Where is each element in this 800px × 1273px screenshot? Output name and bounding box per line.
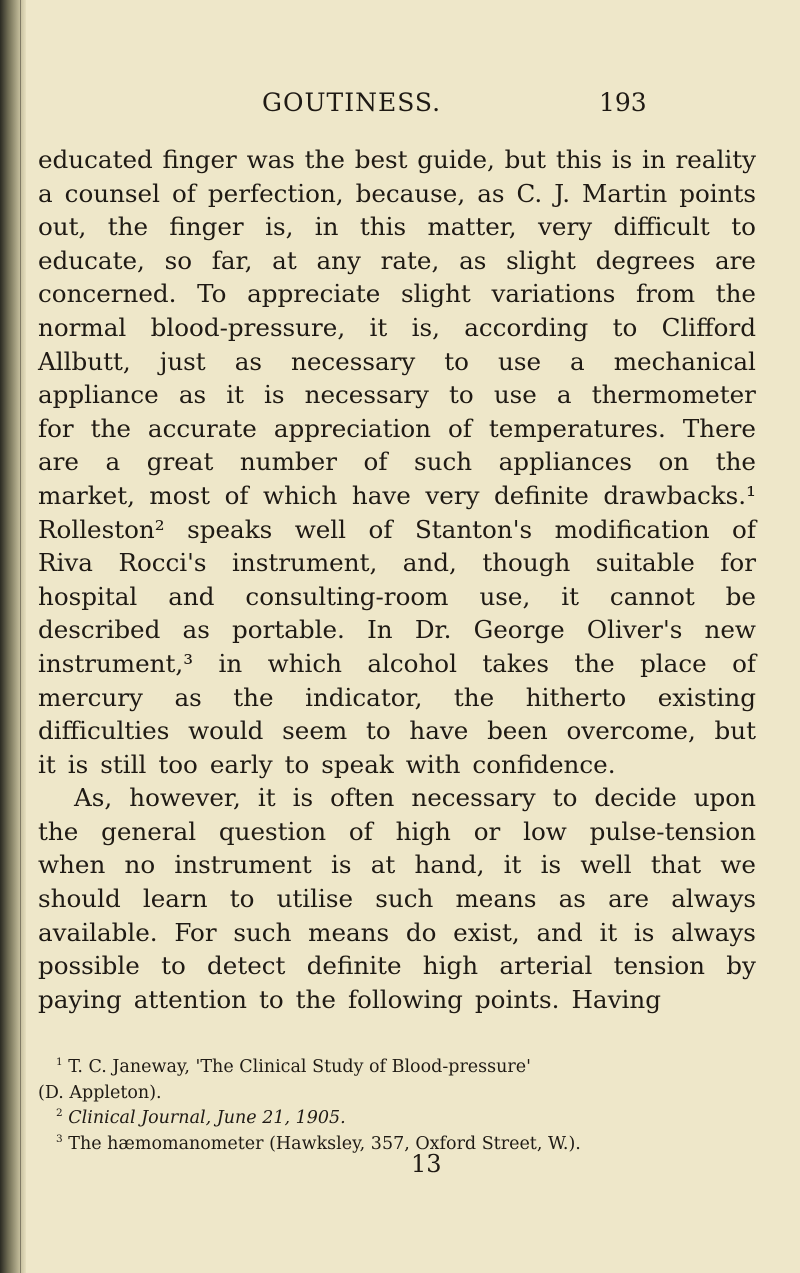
word: that	[650, 850, 702, 880]
word: the	[574, 648, 615, 678]
text-line	[38, 613, 756, 647]
word: Rocci's	[118, 548, 207, 578]
word: tension	[613, 951, 706, 981]
word: the	[715, 447, 756, 477]
word: definite	[494, 480, 589, 510]
word: though	[482, 548, 571, 578]
text-line	[38, 244, 756, 278]
word: indicator,	[305, 682, 423, 712]
word: at	[272, 245, 297, 275]
word: instrument,³	[38, 648, 194, 678]
text-line	[38, 143, 756, 177]
word: following	[347, 984, 463, 1014]
word: still	[100, 749, 147, 779]
word: pulse-tension	[589, 816, 756, 846]
word: and	[536, 917, 583, 947]
word: is	[292, 783, 314, 813]
word: it	[226, 380, 244, 410]
word: with	[405, 749, 461, 779]
word: mercury	[38, 682, 143, 712]
word: difficulties	[38, 716, 170, 746]
word: market,	[38, 480, 135, 510]
word: always	[671, 884, 756, 914]
word: detect	[207, 951, 286, 981]
word: slight	[506, 245, 576, 275]
footnote-text: Clinical Journal, June 21, 1905.	[68, 1108, 346, 1128]
word: for	[720, 548, 756, 578]
word: described	[38, 615, 161, 645]
word: appliance	[38, 380, 159, 410]
text-line	[38, 815, 756, 849]
text-line	[38, 647, 756, 681]
word: As,	[74, 783, 113, 813]
word: use,	[479, 581, 531, 611]
word: this	[359, 212, 407, 242]
word: is	[540, 850, 562, 880]
word: out,	[38, 212, 87, 242]
word: any	[316, 245, 361, 275]
text-line	[38, 916, 756, 950]
word: the	[90, 413, 131, 443]
word: are	[38, 447, 79, 477]
word: do	[405, 917, 437, 947]
word: general	[101, 816, 197, 846]
text-line	[38, 479, 756, 513]
word: takes	[482, 648, 549, 678]
footnote-2	[38, 1106, 756, 1132]
word: suitable	[595, 548, 695, 578]
word: the	[453, 682, 495, 712]
word: such	[233, 917, 292, 947]
word: a	[105, 447, 121, 477]
word: educate,	[38, 245, 145, 275]
word: blood-pressure,	[150, 312, 346, 342]
word: slight	[401, 279, 471, 309]
word: well	[580, 850, 632, 880]
word: hitherto	[525, 682, 627, 712]
body-text	[38, 143, 756, 1016]
word: consulting-room	[245, 581, 449, 611]
word: to	[449, 380, 474, 410]
footnotes	[38, 1055, 756, 1157]
footnote-1	[38, 1055, 756, 1081]
word: temperatures.	[488, 413, 666, 443]
word: a	[556, 380, 572, 410]
word: necessary	[304, 380, 429, 410]
text-line	[38, 748, 756, 782]
word: no	[124, 850, 156, 880]
word: appliances	[498, 447, 632, 477]
word: Oliver's	[586, 615, 683, 645]
word: confidence.	[472, 749, 616, 779]
word: Clifford	[661, 312, 756, 342]
word: reality	[675, 145, 756, 174]
text-line	[38, 681, 756, 715]
word: is	[67, 749, 89, 779]
word: use	[498, 346, 542, 376]
word: to	[229, 884, 255, 914]
word: from	[636, 279, 696, 309]
word: have	[409, 716, 469, 746]
word: the	[715, 279, 756, 309]
word: best	[354, 145, 408, 174]
word: as	[182, 615, 210, 645]
word: to	[258, 984, 284, 1014]
word: in	[218, 648, 243, 678]
word: is	[264, 380, 285, 410]
word: the	[295, 984, 336, 1014]
footnote-mark: 3	[56, 1132, 63, 1145]
word: variations	[491, 279, 616, 309]
text-line	[38, 378, 756, 412]
word: is	[611, 145, 633, 174]
word: accurate	[147, 413, 257, 443]
word: such	[375, 884, 434, 914]
word: place	[640, 648, 707, 678]
text-line	[38, 546, 756, 580]
word: Martin	[582, 178, 668, 208]
word: most	[149, 480, 211, 510]
word: definite	[306, 951, 402, 981]
word: to	[161, 951, 186, 981]
word: paying	[38, 984, 122, 1014]
binding-gutter	[0, 0, 26, 1273]
word: hand,	[414, 850, 485, 880]
word: however,	[129, 783, 241, 813]
word: as	[558, 884, 586, 914]
word: concerned.	[38, 279, 177, 309]
word: modification	[554, 514, 710, 544]
word: the	[38, 816, 79, 846]
word: guide,	[417, 145, 495, 174]
text-line	[38, 412, 756, 446]
word: the	[107, 212, 149, 242]
page-number: 193	[599, 88, 647, 117]
word: high	[422, 951, 479, 981]
word: because,	[355, 178, 466, 208]
word: and	[168, 581, 215, 611]
word: is,	[265, 212, 294, 242]
word: seem	[282, 716, 348, 746]
word: was	[246, 145, 295, 174]
word: at	[370, 850, 396, 880]
word: J.	[554, 178, 571, 208]
word: on	[658, 447, 690, 477]
text-line	[38, 580, 756, 614]
word: matter,	[427, 212, 517, 242]
running-head	[0, 88, 800, 128]
word: mechanical	[613, 346, 756, 376]
word: instrument	[174, 850, 312, 880]
word: Rolleston²	[38, 514, 165, 544]
word: of	[368, 514, 393, 544]
word: points.	[474, 984, 560, 1014]
word: To	[197, 279, 227, 309]
word: a	[38, 178, 53, 208]
text-line	[38, 210, 756, 244]
word: instrument,	[232, 548, 378, 578]
word: as	[234, 346, 262, 376]
text-line	[38, 714, 756, 748]
text-line	[38, 277, 756, 311]
text-line	[38, 445, 756, 479]
word: when	[38, 850, 106, 880]
word: exist,	[453, 917, 520, 947]
word: Dr.	[414, 615, 452, 645]
word: are	[714, 245, 756, 275]
word: but	[714, 716, 756, 746]
word: rate,	[380, 245, 440, 275]
word: of	[171, 178, 196, 208]
word: degrees	[595, 245, 696, 275]
word: it	[257, 783, 276, 813]
word: appreciate	[247, 279, 381, 309]
word: which	[267, 648, 342, 678]
word: There	[682, 413, 756, 443]
word: Having	[571, 984, 661, 1014]
word: upon	[693, 783, 756, 813]
word: by	[726, 951, 756, 981]
word: to	[731, 212, 756, 242]
word: should	[38, 884, 121, 914]
word: such	[413, 447, 473, 477]
word: is	[331, 850, 352, 880]
word: normal	[38, 312, 127, 342]
word: counsel	[64, 178, 160, 208]
word: of	[348, 816, 373, 846]
word: a	[570, 346, 585, 376]
word: thermometer	[591, 380, 756, 410]
word: number	[239, 447, 337, 477]
word: drawbacks.¹	[603, 480, 756, 510]
word: early	[209, 749, 273, 779]
word: this	[555, 145, 603, 174]
word: low	[523, 816, 567, 846]
word: far,	[211, 245, 253, 275]
word: it	[38, 749, 56, 779]
footnote-mark: 1	[56, 1056, 63, 1069]
word: are	[608, 884, 650, 914]
word: Allbutt,	[38, 346, 131, 376]
word: of	[363, 447, 388, 477]
word: as	[174, 682, 202, 712]
word: means	[455, 884, 537, 914]
word: finger	[169, 212, 244, 242]
text-line	[38, 882, 756, 916]
word: it	[599, 917, 618, 947]
word: hospital	[38, 581, 138, 611]
word: C.	[516, 178, 543, 208]
footnote-text: (D. Appleton).	[38, 1082, 162, 1103]
word: to	[444, 346, 469, 376]
word: arterial	[499, 951, 593, 981]
running-title: GOUTINESS.	[262, 88, 442, 117]
word: available.	[38, 917, 158, 947]
word: perfection,	[207, 178, 344, 208]
word: of	[224, 480, 249, 510]
word: necessary	[291, 346, 416, 376]
word: so	[164, 245, 193, 275]
word: appreciation	[273, 413, 431, 443]
word: the	[304, 145, 345, 174]
text-line	[38, 513, 756, 547]
word: cannot	[609, 581, 695, 611]
word: to	[612, 312, 638, 342]
word: high	[395, 816, 451, 846]
word: Riva	[38, 548, 93, 578]
word: speak	[321, 749, 394, 779]
word: existing	[657, 682, 756, 712]
word: Stanton's	[414, 514, 533, 544]
text-line	[38, 949, 756, 983]
word: in	[314, 212, 339, 242]
word: is,	[411, 312, 440, 342]
word: been	[487, 716, 548, 746]
text-line	[38, 177, 756, 211]
word: educated	[38, 145, 153, 174]
word: new	[704, 615, 756, 645]
word: decide	[594, 783, 677, 813]
text-line	[38, 848, 756, 882]
word: finger	[162, 145, 237, 174]
word: to	[365, 716, 391, 746]
footnote-text: T. C. Janeway, 'The Clinical Study of Blood-pressure'	[68, 1057, 531, 1077]
word: utilise	[276, 884, 354, 914]
word: be	[725, 581, 756, 611]
word: would	[188, 716, 264, 746]
footnote-3	[38, 1132, 756, 1158]
word: too	[158, 749, 198, 779]
word: for	[38, 413, 74, 443]
word: learn	[142, 884, 208, 914]
word: as	[477, 178, 505, 208]
word: points	[679, 178, 756, 208]
word: very	[425, 480, 480, 510]
word: George	[473, 615, 565, 645]
word: use	[493, 380, 537, 410]
word: of	[447, 413, 472, 443]
word: well	[294, 514, 347, 544]
word: very	[538, 212, 593, 242]
word: which	[263, 480, 338, 510]
word: it	[561, 581, 579, 611]
word: question	[218, 816, 327, 846]
word: as	[178, 380, 207, 410]
word: necessary	[411, 783, 536, 813]
word: we	[720, 850, 756, 880]
text-line	[38, 345, 756, 379]
word: it	[503, 850, 522, 880]
word: to	[552, 783, 578, 813]
word: to	[284, 749, 310, 779]
word: and,	[402, 548, 457, 578]
word: as	[459, 245, 487, 275]
word: is	[633, 917, 655, 947]
footnote-mark: 2	[56, 1107, 63, 1120]
word: possible	[38, 951, 140, 981]
word: it	[369, 312, 388, 342]
signature-mark: 13	[411, 1150, 442, 1178]
word: means	[308, 917, 390, 947]
word: For	[174, 917, 217, 947]
text-line	[38, 311, 756, 345]
word: always	[671, 917, 756, 947]
word: In	[367, 615, 393, 645]
word: according	[464, 312, 589, 342]
word: alcohol	[367, 648, 457, 678]
text-line	[38, 983, 756, 1017]
text-line	[38, 781, 756, 815]
word: difficult	[613, 212, 710, 242]
footnote-1-continued	[38, 1081, 756, 1107]
word: of	[732, 648, 756, 678]
word: just	[159, 346, 206, 376]
word: speaks	[187, 514, 273, 544]
word: great	[146, 447, 214, 477]
word: attention	[133, 984, 247, 1014]
word: or	[473, 816, 501, 846]
footnote-text: The hæmomanometer (Hawksley, 357, Oxford Street, W.).	[68, 1133, 581, 1154]
word: but	[504, 145, 547, 174]
word: overcome,	[566, 716, 696, 746]
word: portable.	[232, 615, 345, 645]
word: have	[351, 480, 411, 510]
word: of	[732, 514, 756, 544]
word: in	[642, 145, 666, 174]
gutter-edge	[20, 0, 21, 1273]
word: the	[233, 682, 274, 712]
word: often	[330, 783, 395, 813]
